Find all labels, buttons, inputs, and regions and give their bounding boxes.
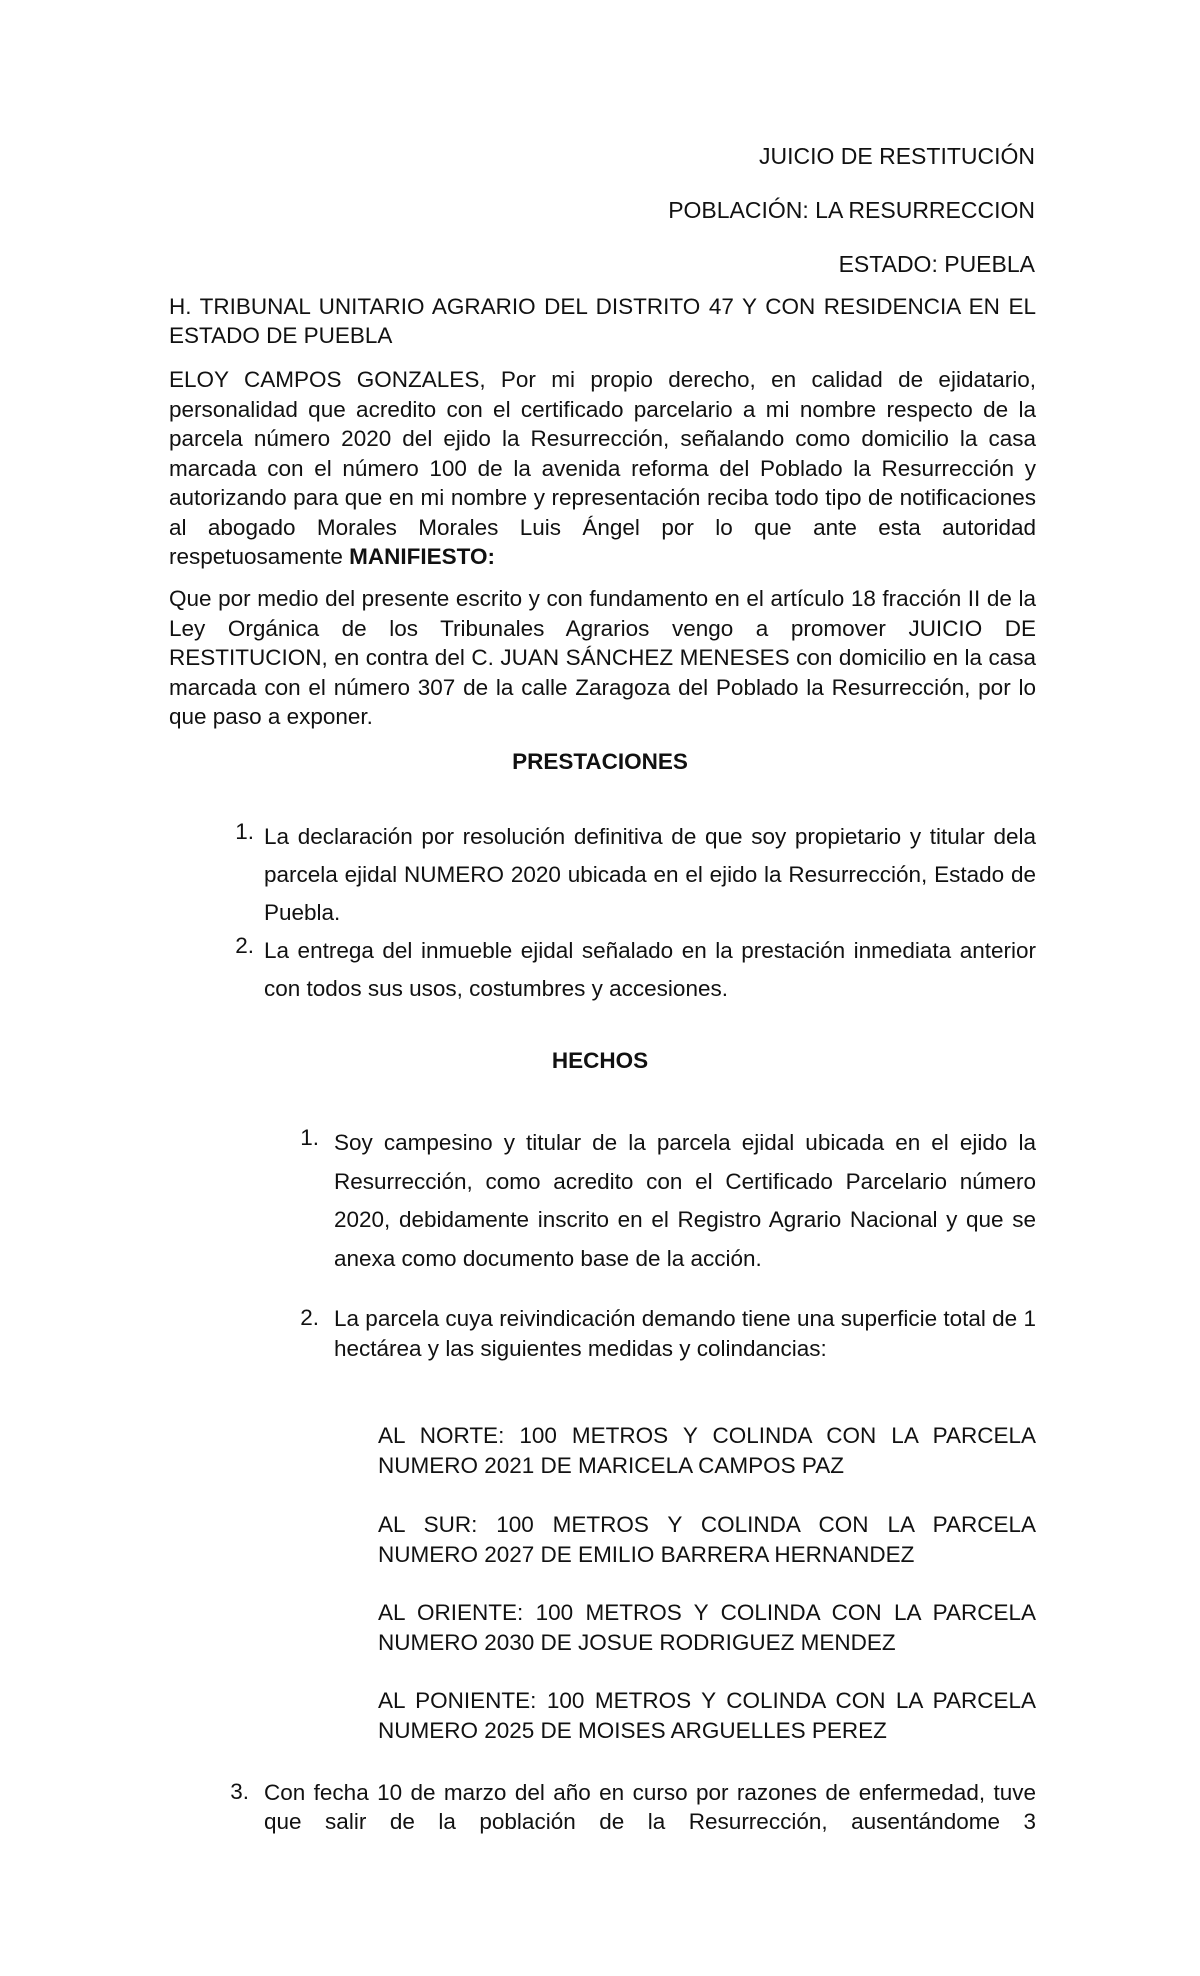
- hechos-title: HECHOS: [551, 1048, 649, 1073]
- population-heading: POBLACIÓN: LA RESURRECCION: [668, 197, 1035, 223]
- intro-text: ELOY CAMPOS GONZALES, Por mi propio derecho, en calidad de ejidatario, personalidad que acredito con el certificado parcelario a mi nombre respecto de la parcela número 2020 del ejido la Resurrección, señalando como domicilio la casa marcada con el número 100 de la avenida reforma del Poblado la Resurrección y autorizando para que en mi nombre y representación reciba todo tipo de notificaciones al abogado Morales Morales Luis Ángel por lo que ante esta autoridad respetuosamente: [169, 367, 1036, 569]
- hecho-1-number: 1.: [300, 1125, 319, 1150]
- prestacion-2-text: La entrega del inmueble ejidal señalado en la prestación inmediata anterior con todos sus usos, costumbres y accesiones.: [264, 938, 1036, 1001]
- hecho-3-number: 3.: [230, 1779, 249, 1804]
- addressee: H. TRIBUNAL UNITARIO AGRARIO DEL DISTRITO 47 Y CON RESIDENCIA EN EL ESTADO DE PUEBLA: [169, 294, 1036, 348]
- manifiesto-bold: MANIFIESTO:: [349, 544, 495, 569]
- prestacion-2-number: 2.: [235, 933, 254, 958]
- prestacion-1-text: La declaración por resolución definitiva de que soy propietario y titular dela parcela ejidal NUMERO 2020 ubicada en el ejido la Resurrección, Estado de Puebla.: [264, 824, 1036, 925]
- hecho-3-text: Con fecha 10 de marzo del año en curso por razones de enfermedad, tuve que salir de la población de la Resurrección, ausentándome 3: [264, 1780, 1036, 1834]
- prestacion-1-number: 1.: [235, 819, 254, 844]
- hecho-1-text: Soy campesino y titular de la parcela ejidal ubicada en el ejido la Resurrección, como acredito con el Certificado Parcelario número 2020, debidamente inscrito en el Registro Agrario Nacional y que se anexa como documento base de la acción.: [334, 1130, 1036, 1271]
- intro-paragraph: [169, 365, 1036, 572]
- boundary-east: AL ORIENTE: 100 METROS Y COLINDA CON LA PARCELA NUMERO 2030 DE JOSUE RODRIGUEZ MENDEZ: [378, 1600, 1036, 1655]
- prestaciones-title: PRESTACIONES: [512, 749, 688, 774]
- state-heading: ESTADO: PUEBLA: [838, 251, 1035, 277]
- purpose-paragraph: Que por medio del presente escrito y con fundamento en el artículo 18 fracción II de la Ley Orgánica de los Tribunales Agrarios vengo a promover JUICIO DE RESTITUCION, en contra del C. JUAN SÁNCHEZ MENESES con domicilio en la casa marcada con el número 307 de la calle Zaragoza del Poblado la Resurrección, por lo que paso a exponer.: [169, 586, 1036, 729]
- boundary-west: AL PONIENTE: 100 METROS Y COLINDA CON LA PARCELA NUMERO 2025 DE MOISES ARGUELLES PEREZ: [378, 1688, 1036, 1743]
- boundary-north: AL NORTE: 100 METROS Y COLINDA CON LA PARCELA NUMERO 2021 DE MARICELA CAMPOS PAZ: [378, 1423, 1036, 1478]
- hecho-2-number: 2.: [300, 1305, 319, 1330]
- hecho-2-text: La parcela cuya reivindicación demando tiene una superficie total de 1 hectárea y las siguientes medidas y colindancias:: [334, 1306, 1036, 1361]
- case-type-heading: JUICIO DE RESTITUCIÓN: [758, 143, 1035, 169]
- boundary-south: AL SUR: 100 METROS Y COLINDA CON LA PARCELA NUMERO 2027 DE EMILIO BARRERA HERNANDEZ: [378, 1512, 1036, 1567]
